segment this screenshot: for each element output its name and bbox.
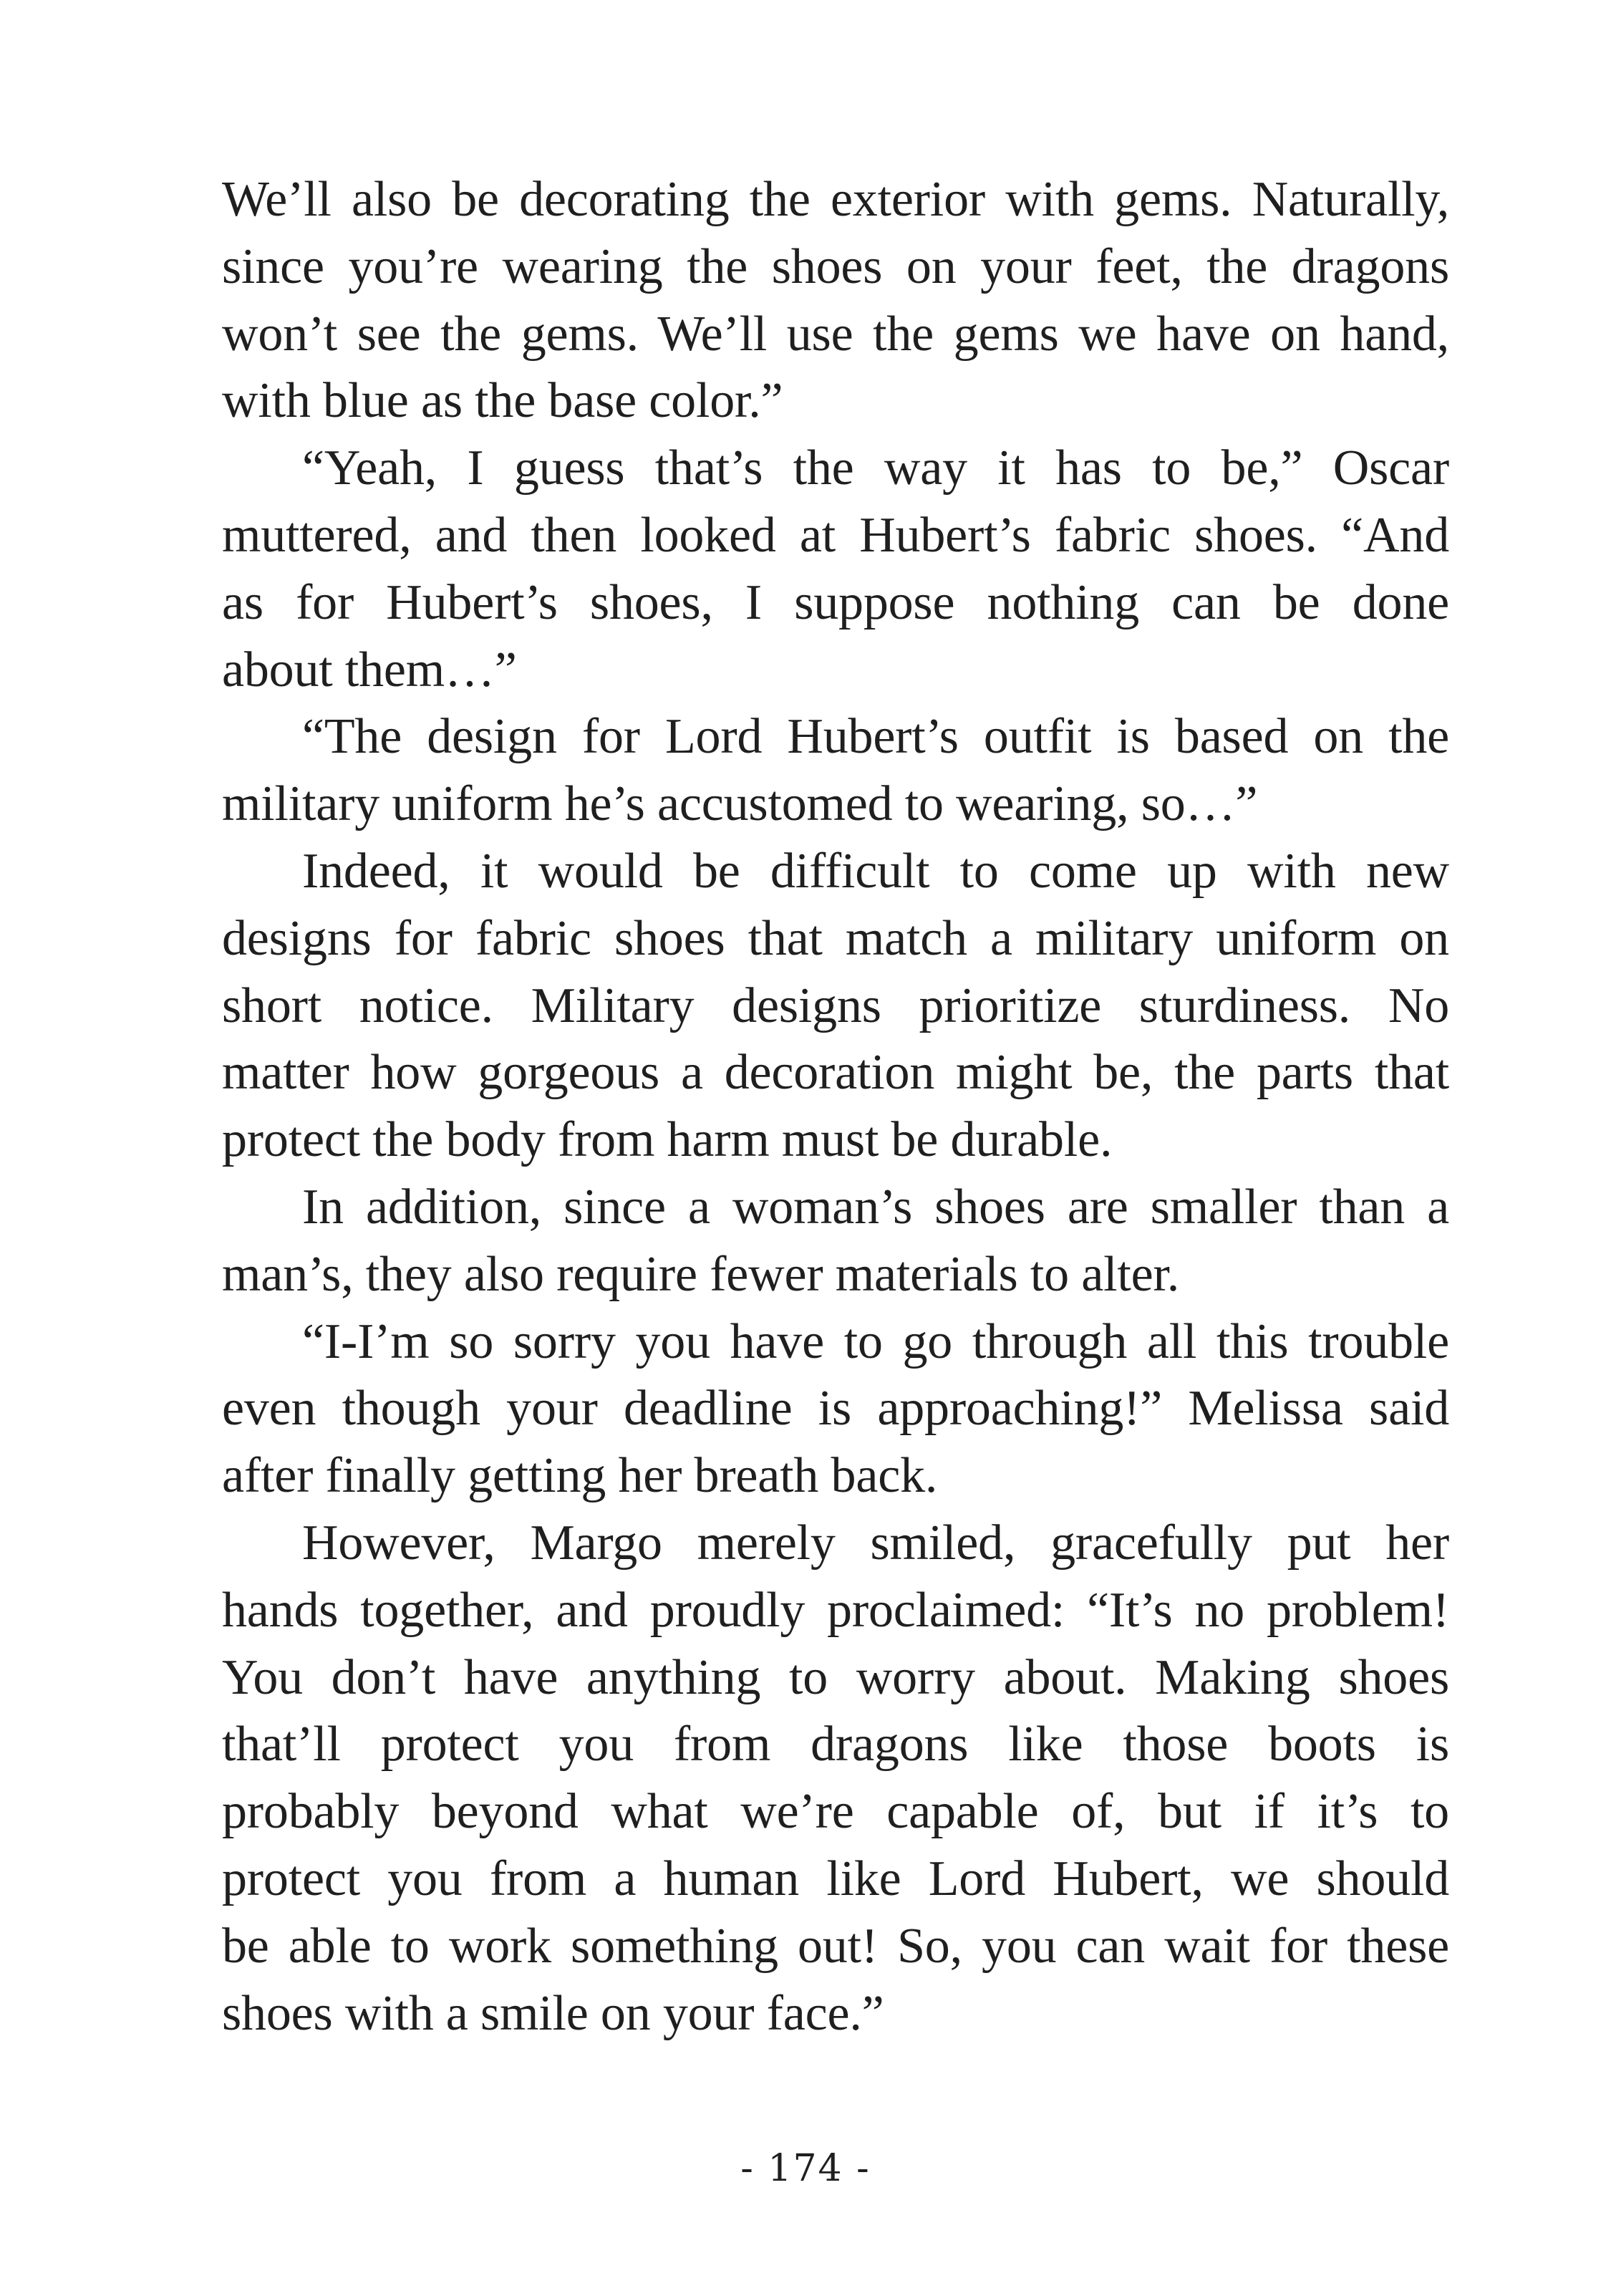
text-line: protect you from a human like Lord Hubert, we should [222, 1851, 1449, 1906]
text-line: Indeed, it would be difficult to come up with new [302, 843, 1449, 899]
text-line: with blue as the base color.” [222, 373, 783, 429]
text-line: designs for fabric shoes that match a military uniform on [222, 910, 1449, 966]
paragraph-7 [222, 1510, 1449, 2047]
text-line: military uniform he’s accustomed to wearing, so…” [222, 776, 1258, 832]
text-line: man’s, they also require fewer materials to alter. [222, 1246, 1179, 1302]
text-line: protect the body from harm must be durable. [222, 1112, 1113, 1168]
text-line: “The design for Lord Hubert’s outfit is based on the [302, 709, 1449, 765]
text-line: short notice. Military designs prioritize sturdiness. No [222, 978, 1449, 1033]
text-line: shoes with a smile on your face.” [222, 1985, 884, 2041]
text-line: You don’t have anything to worry about. Making shoes [222, 1649, 1449, 1705]
text-line: after finally getting her breath back. [222, 1448, 938, 1504]
text-line: won’t see the gems. We’ll use the gems we have on hand, [222, 306, 1449, 362]
text-line: muttered, and then looked at Hubert’s fabric shoes. “And [222, 507, 1449, 563]
page-number: - 174 - [740, 2147, 871, 2190]
text-line: We’ll also be decorating the exterior with gems. Naturally, [222, 172, 1449, 227]
paragraph-3 [222, 703, 1449, 838]
text-line: In addition, since a woman’s shoes are smaller than a [302, 1179, 1449, 1235]
paragraph-4 [222, 838, 1449, 1174]
text-line: even though your deadline is approaching!” Melissa said [222, 1381, 1449, 1437]
text-line: hands together, and proudly proclaimed: “It’s no problem! [222, 1582, 1449, 1638]
paragraph-5 [222, 1174, 1449, 1308]
text-line: “Yeah, I guess that’s the way it has to be,” Oscar [302, 440, 1449, 496]
body-text [222, 166, 1449, 2047]
text-line: that’ll protect you from dragons like those boots is [222, 1717, 1449, 1772]
text-line: be able to work something out! So, you can wait for these [222, 1918, 1449, 1974]
paragraph-1 [222, 166, 1449, 435]
text-line: as for Hubert’s shoes, I suppose nothing can be done [222, 574, 1449, 630]
text-line: matter how gorgeous a decoration might be, the parts that [222, 1045, 1449, 1101]
paragraph-6 [222, 1308, 1449, 1510]
paragraph-2 [222, 435, 1449, 703]
text-line: since you’re wearing the shoes on your feet, the dragons [222, 238, 1449, 294]
text-line: probably beyond what we’re capable of, but if it’s to [222, 1784, 1449, 1840]
text-line: “I-I’m so sorry you have to go through all this trouble [302, 1313, 1449, 1369]
text-line: However, Margo merely smiled, gracefully put her [302, 1515, 1449, 1571]
text-line: about them…” [222, 642, 517, 698]
